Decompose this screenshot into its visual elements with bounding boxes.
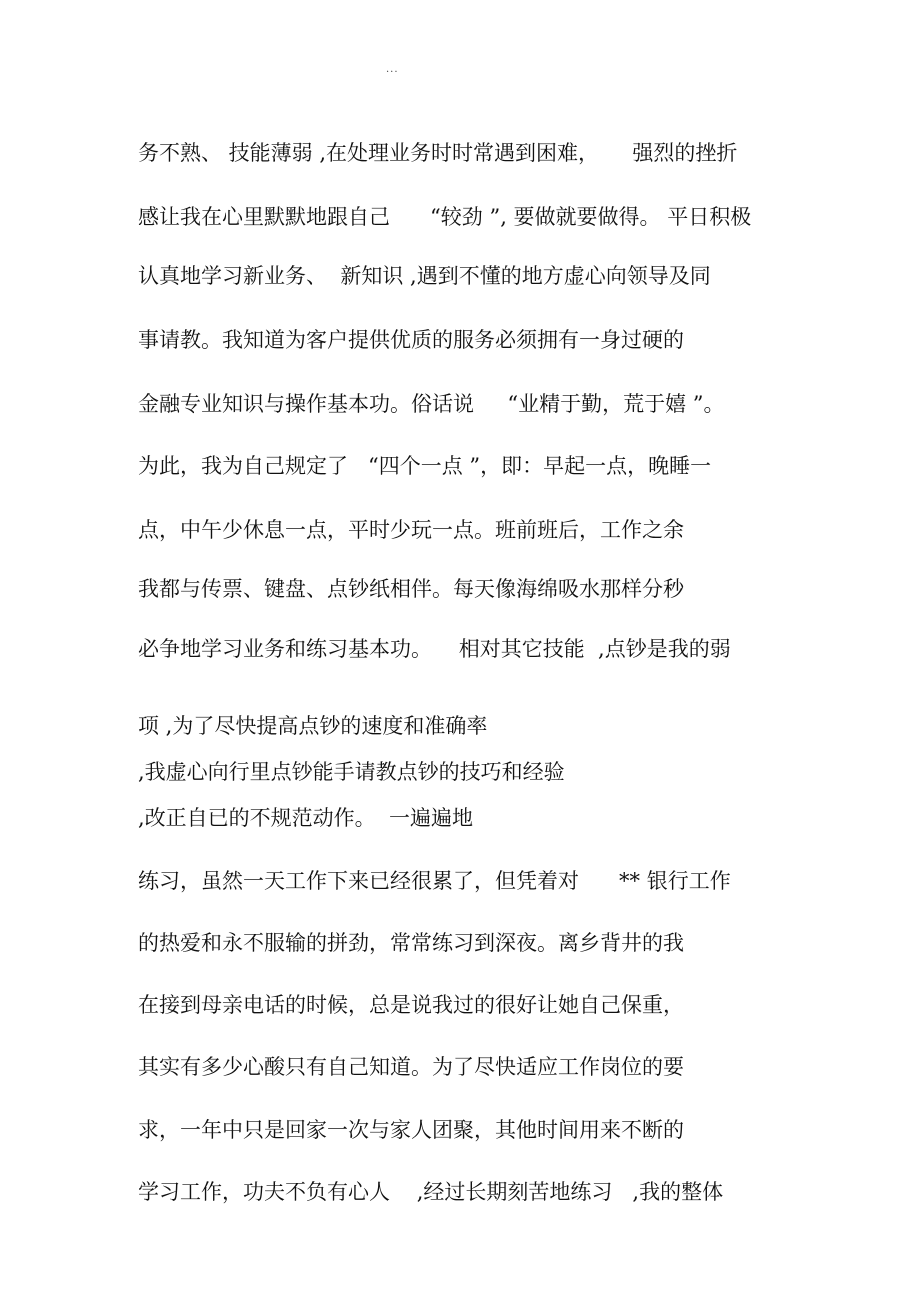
paragraph-line: 求，一年中只是回家一次与家人团聚，其他时间用来不断的 (138, 1118, 684, 1142)
paragraph-line: ,改正自已的不规范动作。 一遍遍地 (138, 806, 474, 830)
paragraph-line: ,我虚心向行里点钞能手请教点钞的技巧和经验 (138, 760, 565, 784)
paragraph-line: 为此，我为自己规定了 “四个一点 ”，即：早起一点，晚睡一 (138, 454, 712, 478)
paragraph-line: 学习工作，功夫不负有心人 ,经过长期刻苦地练习 ,我的整体 (138, 1180, 724, 1204)
paragraph-line: 事请教。我知道为客户提供优质的服务必须拥有一身过硬的 (138, 328, 684, 352)
paragraph-line: 认真地学习新业务、 新知识 ,遇到不懂的地方虚心向领导及同 (138, 264, 711, 288)
paragraph-line: 练习，虽然一天工作下来已经很累了，但凭着对 ** 银行工作 (138, 869, 731, 893)
paragraph-line: 其实有多少心酸只有自己知道。为了尽快适应工作岗位的要 (138, 1055, 684, 1079)
paragraph-line: 点，中午少休息一点，平时少玩一点。班前班后，工作之余 (138, 518, 684, 542)
paragraph-line: 项 ,为了尽快提高点钞的速度和准确率 (138, 714, 488, 738)
paragraph-line: 我都与传票、键盘、点钞纸相伴。每天像海绵吸水那样分秒 (138, 577, 684, 601)
paragraph-line: 金融专业知识与操作基本功。俗话说 “业精于勤，荒于嬉 ”。 (138, 392, 725, 416)
paragraph-line: 务不熟、 技能薄弱 ,在处理业务时时常遇到困难， 强烈的挫折 (138, 141, 738, 165)
paragraph-line: 在接到母亲电话的时候，总是说我过的很好让她自己保重， (138, 993, 684, 1017)
paragraph-line: 感让我在心里默默地跟自己 “较劲 ”, 要做就要做得。 平日积极 (138, 205, 752, 229)
header-ellipsis: ... (386, 64, 399, 75)
paragraph-line: 必争地学习业务和练习基本功。 相对其它技能 ,点钞是我的弱 (138, 637, 731, 661)
paragraph-line: 的热爱和永不服输的拼劲，常常练习到深夜。离乡背井的我 (138, 931, 684, 955)
